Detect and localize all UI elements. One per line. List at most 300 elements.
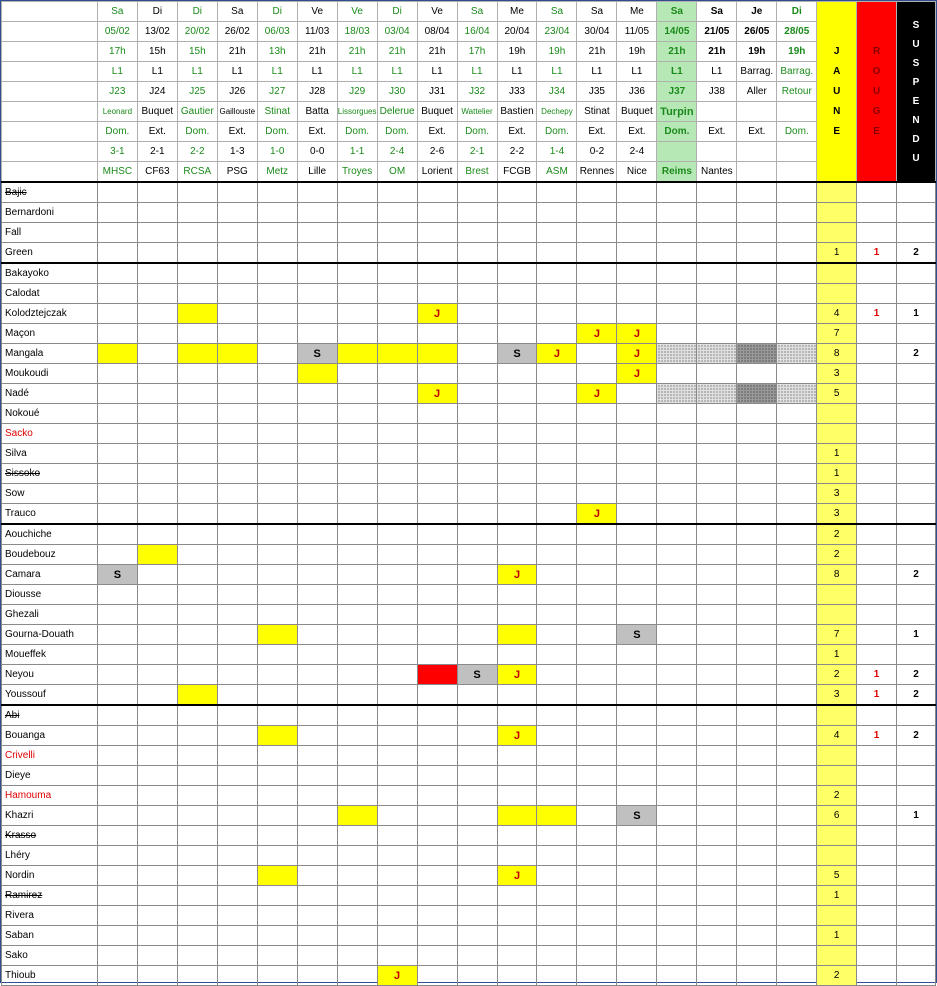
match-cell (657, 746, 697, 766)
match-cell (217, 263, 257, 284)
header-competitions-cell: L1 (457, 62, 497, 82)
player-name: Khazri (2, 806, 98, 826)
match-cell (457, 605, 497, 625)
header-rounds-cell: J23 (97, 82, 137, 102)
header-dates-cell: 16/04 (457, 22, 497, 42)
match-cell (137, 384, 177, 404)
match-cell (177, 263, 217, 284)
suspendu-count (896, 846, 935, 866)
match-cell (657, 605, 697, 625)
match-cell (497, 826, 537, 846)
suspendu-count (896, 182, 935, 203)
match-cell (737, 585, 777, 605)
player-name: Bajic (2, 182, 98, 203)
match-cell (737, 384, 777, 404)
jaune-count: 2 (817, 524, 857, 545)
yellow-card-mark: J (394, 969, 401, 982)
match-cell (137, 806, 177, 826)
header-rounds-cell: J32 (457, 82, 497, 102)
match-cell (697, 504, 737, 525)
player-name: Dieye (2, 766, 98, 786)
header-venues-cell: Ext. (737, 122, 777, 142)
match-cell (697, 304, 737, 324)
match-cell (617, 806, 657, 826)
match-cell (337, 826, 377, 846)
header-competitions-cell: L1 (257, 62, 297, 82)
match-cell (577, 726, 617, 746)
match-cell (537, 284, 577, 304)
match-cell (377, 926, 417, 946)
rouge-count (857, 866, 897, 886)
match-cell (217, 545, 257, 565)
match-cell (657, 545, 697, 565)
match-cell (497, 545, 537, 565)
player-row (2, 906, 936, 926)
rouge-count (857, 404, 897, 424)
jaune-count (817, 605, 857, 625)
rouge-count: 1 (857, 243, 897, 264)
match-cell (257, 263, 297, 284)
match-cell (97, 404, 137, 424)
match-cell (617, 866, 657, 886)
suspendu-count: 1 (896, 806, 935, 826)
rouge-count (857, 846, 897, 866)
match-cell (217, 565, 257, 585)
suspendu-count: 2 (896, 565, 935, 585)
match-cell (97, 585, 137, 605)
match-cell (217, 344, 257, 364)
match-cell (657, 786, 697, 806)
match-cell (697, 926, 737, 946)
match-cell (577, 806, 617, 826)
header-days-cell: Sa (577, 2, 617, 22)
match-cell (97, 886, 137, 906)
match-cell (697, 424, 737, 444)
header-opponents-cell: Metz (257, 162, 297, 183)
match-cell (697, 786, 737, 806)
match-cell (97, 565, 137, 585)
suspendu-count (896, 203, 935, 223)
yellow-card-mark: J (593, 387, 600, 400)
player-name: Krasso (2, 826, 98, 846)
header-row-scores (2, 142, 936, 162)
player-row (2, 846, 936, 866)
match-cell (457, 906, 497, 926)
match-cell (97, 464, 137, 484)
match-cell (497, 304, 537, 324)
match-cell (97, 866, 137, 886)
header-venues-cell: Ext. (217, 122, 257, 142)
match-cell (337, 203, 377, 223)
jaune-header-letter: U (833, 85, 841, 97)
header-row-rounds (2, 82, 936, 102)
rouge-count (857, 585, 897, 605)
rouge-count: 1 (857, 726, 897, 746)
match-cell (777, 705, 817, 726)
match-cell (457, 263, 497, 284)
match-cell (337, 444, 377, 464)
rouge-count: 1 (857, 304, 897, 324)
match-cell (297, 545, 337, 565)
player-name: Ramirez (2, 886, 98, 906)
match-cell (337, 504, 377, 525)
player-row (2, 444, 936, 464)
header-dates-cell: 06/03 (257, 22, 297, 42)
header-times-cell: 19h (777, 42, 817, 62)
header-referees-cell (697, 102, 737, 122)
match-cell (337, 545, 377, 565)
match-cell (337, 645, 377, 665)
match-cell (377, 746, 417, 766)
match-cell (297, 705, 337, 726)
match-cell (417, 545, 457, 565)
match-cell (497, 565, 537, 585)
suspendu-count (896, 424, 935, 444)
header-scores-cell: 0-0 (297, 142, 337, 162)
rouge-count (857, 203, 897, 223)
match-cell (617, 304, 657, 324)
match-cell (97, 705, 137, 726)
match-cell (297, 243, 337, 264)
match-cell (337, 906, 377, 926)
match-cell (737, 625, 777, 645)
match-cell (417, 444, 457, 464)
header-blank-cell (2, 102, 98, 122)
match-cell (137, 344, 177, 364)
player-name: Gourna-Douath (2, 625, 98, 645)
match-cell (177, 886, 217, 906)
match-cell (177, 484, 217, 504)
match-cell (377, 284, 417, 304)
match-cell (297, 404, 337, 424)
header-days-cell: Di (777, 2, 817, 22)
match-cell (657, 906, 697, 926)
match-cell (737, 766, 777, 786)
match-cell (457, 786, 497, 806)
header-days-cell: Di (377, 2, 417, 22)
match-cell (497, 886, 537, 906)
jaune-count: 7 (817, 625, 857, 645)
header-competitions-cell: Barrag. (777, 62, 817, 82)
match-cell (497, 705, 537, 726)
match-cell (777, 344, 817, 364)
match-cell (537, 926, 577, 946)
match-cell (177, 705, 217, 726)
match-cell (217, 806, 257, 826)
header-venues-cell: Ext. (137, 122, 177, 142)
match-cell (257, 324, 297, 344)
match-cell (577, 304, 617, 324)
match-cell (537, 565, 577, 585)
match-cell (177, 766, 217, 786)
match-cell (617, 585, 657, 605)
match-cell (617, 464, 657, 484)
match-cell (737, 605, 777, 625)
match-cell (177, 524, 217, 545)
match-cell (97, 384, 137, 404)
match-cell (417, 324, 457, 344)
match-cell (577, 182, 617, 203)
match-cell (217, 846, 257, 866)
match-cell (177, 786, 217, 806)
header-days-cell: Di (137, 2, 177, 22)
rouge-count (857, 344, 897, 364)
jaune-count: 5 (817, 866, 857, 886)
suspendu-count (896, 504, 935, 525)
match-cell (617, 324, 657, 344)
match-cell (377, 605, 417, 625)
match-cell (217, 926, 257, 946)
match-cell (257, 565, 297, 585)
suspension-mark: S (313, 347, 321, 360)
player-name: Maçon (2, 324, 98, 344)
header-scores-cell: 0-2 (577, 142, 617, 162)
match-cell (497, 324, 537, 344)
header-opponents-cell: Lorient (417, 162, 457, 183)
player-name: Kolodztejczak (2, 304, 98, 324)
match-cell (337, 243, 377, 264)
match-cell (737, 705, 777, 726)
header-row-venues (2, 122, 936, 142)
match-cell (457, 565, 497, 585)
match-cell (217, 203, 257, 223)
match-cell (497, 223, 537, 243)
match-cell (777, 946, 817, 966)
header-rounds-cell: J38 (697, 82, 737, 102)
match-cell (97, 424, 137, 444)
match-cell (257, 806, 297, 826)
header-times-cell: 21h (657, 42, 697, 62)
header-dates-cell: 14/05 (657, 22, 697, 42)
match-cell (377, 484, 417, 504)
match-cell (457, 203, 497, 223)
header-competitions-cell: L1 (297, 62, 337, 82)
header-blank-cell (2, 2, 98, 22)
player-row (2, 665, 936, 685)
match-cell (457, 344, 497, 364)
header-days-cell: Sa (657, 2, 697, 22)
match-cell (537, 384, 577, 404)
match-cell (337, 223, 377, 243)
match-cell (217, 705, 257, 726)
header-scores-cell: 2-2 (497, 142, 537, 162)
match-cell (257, 243, 297, 264)
match-cell (457, 746, 497, 766)
player-row (2, 384, 936, 404)
match-cell (217, 866, 257, 886)
match-cell (697, 484, 737, 504)
match-cell (577, 846, 617, 866)
header-competitions-cell: L1 (577, 62, 617, 82)
match-cell (457, 424, 497, 444)
header-opponents-cell: Nantes (697, 162, 737, 183)
match-cell (217, 464, 257, 484)
match-cell (297, 746, 337, 766)
match-cell (257, 766, 297, 786)
match-cell (457, 926, 497, 946)
match-cell (97, 484, 137, 504)
match-cell (617, 786, 657, 806)
header-scores-cell (697, 142, 737, 162)
match-cell (417, 424, 457, 444)
match-cell (777, 384, 817, 404)
match-cell (457, 645, 497, 665)
match-cell (737, 324, 777, 344)
header-blank-cell (2, 122, 98, 142)
match-cell (497, 906, 537, 926)
match-cell (657, 384, 697, 404)
rouge-count (857, 746, 897, 766)
header-referees-cell: Turpin (657, 102, 697, 122)
match-cell (737, 223, 777, 243)
header-rounds-cell: J36 (617, 82, 657, 102)
match-cell (377, 384, 417, 404)
player-name: Nokoué (2, 404, 98, 424)
suspendu-count (896, 585, 935, 605)
match-cell (617, 906, 657, 926)
match-cell (257, 866, 297, 886)
match-cell (537, 364, 577, 384)
match-cell (417, 826, 457, 846)
match-cell (257, 746, 297, 766)
rouge-count (857, 766, 897, 786)
player-row (2, 826, 936, 846)
match-cell (577, 284, 617, 304)
match-cell (417, 746, 457, 766)
match-cell (177, 746, 217, 766)
player-row (2, 886, 936, 906)
header-opponents-cell: Nice (617, 162, 657, 183)
header-referees-cell: Dechepy (537, 102, 577, 122)
header-scores-cell (737, 142, 777, 162)
header-opponents-cell (777, 162, 817, 183)
match-cell (217, 504, 257, 525)
match-cell (177, 846, 217, 866)
jaune-count: 6 (817, 806, 857, 826)
header-scores-cell: 2-2 (177, 142, 217, 162)
match-cell (737, 946, 777, 966)
match-cell (617, 846, 657, 866)
match-cell (297, 806, 337, 826)
match-cell (137, 182, 177, 203)
match-cell (217, 645, 257, 665)
match-cell (737, 404, 777, 424)
yellow-card-mark: J (513, 729, 521, 742)
match-cell (337, 263, 377, 284)
match-cell (97, 625, 137, 645)
yellow-card-mark: J (633, 347, 640, 360)
match-cell (177, 926, 217, 946)
match-cell (497, 806, 537, 826)
header-competitions-cell: L1 (497, 62, 537, 82)
player-row (2, 806, 936, 826)
jaune-count: 3 (817, 484, 857, 504)
header-days-cell: Sa (97, 2, 137, 22)
match-cell (777, 484, 817, 504)
match-cell (417, 806, 457, 826)
match-cell (697, 182, 737, 203)
match-cell (337, 926, 377, 946)
match-cell (417, 223, 457, 243)
player-name: Bouanga (2, 726, 98, 746)
match-cell (257, 625, 297, 645)
match-cell (377, 585, 417, 605)
match-cell (417, 726, 457, 746)
match-cell (257, 284, 297, 304)
suspendu-count (896, 786, 935, 806)
match-cell (657, 625, 697, 645)
match-cell (777, 524, 817, 545)
jaune-count: 1 (817, 926, 857, 946)
match-cell (697, 284, 737, 304)
header-opponents-cell: ASM (537, 162, 577, 183)
match-cell (97, 304, 137, 324)
match-cell (177, 182, 217, 203)
header-rounds-cell: J27 (257, 82, 297, 102)
header-times-cell: 17h (457, 42, 497, 62)
match-cell (97, 826, 137, 846)
match-cell (257, 464, 297, 484)
match-cell (337, 404, 377, 424)
header-scores-cell: 2-6 (417, 142, 457, 162)
match-cell (777, 263, 817, 284)
match-cell (377, 906, 417, 926)
match-cell (137, 826, 177, 846)
match-cell (297, 906, 337, 926)
match-cell (217, 243, 257, 264)
match-cell (137, 565, 177, 585)
match-cell (377, 866, 417, 886)
header-days-cell: Ve (297, 2, 337, 22)
match-cell (697, 766, 737, 786)
header-referees-cell: Lissorgues (337, 102, 377, 122)
header-opponents-cell: Lille (297, 162, 337, 183)
match-cell (417, 504, 457, 525)
match-cell (257, 524, 297, 545)
match-cell (257, 384, 297, 404)
match-cell (417, 585, 457, 605)
header-dates-cell: 23/04 (537, 22, 577, 42)
match-cell (657, 806, 697, 826)
jaune-count (817, 203, 857, 223)
yellow-card-mark: J (434, 307, 441, 320)
match-cell (537, 906, 577, 926)
player-name: Ghezali (2, 605, 98, 625)
match-cell (257, 344, 297, 364)
header-competitions-cell: L1 (137, 62, 177, 82)
match-cell (657, 263, 697, 284)
match-cell (497, 625, 537, 645)
header-dates-cell: 05/02 (97, 22, 137, 42)
player-row (2, 685, 936, 706)
match-cell (97, 203, 137, 223)
header-venues-cell: Ext. (497, 122, 537, 142)
match-cell (577, 746, 617, 766)
match-cell (257, 304, 297, 324)
header-rounds-cell: J30 (377, 82, 417, 102)
player-row (2, 203, 936, 223)
match-cell (457, 404, 497, 424)
match-cell (137, 504, 177, 525)
match-cell (97, 284, 137, 304)
match-cell (257, 926, 297, 946)
player-name: Camara (2, 565, 98, 585)
match-cell (497, 263, 537, 284)
match-cell (617, 284, 657, 304)
match-cell (177, 946, 217, 966)
match-cell (297, 946, 337, 966)
player-name: Diousse (2, 585, 98, 605)
